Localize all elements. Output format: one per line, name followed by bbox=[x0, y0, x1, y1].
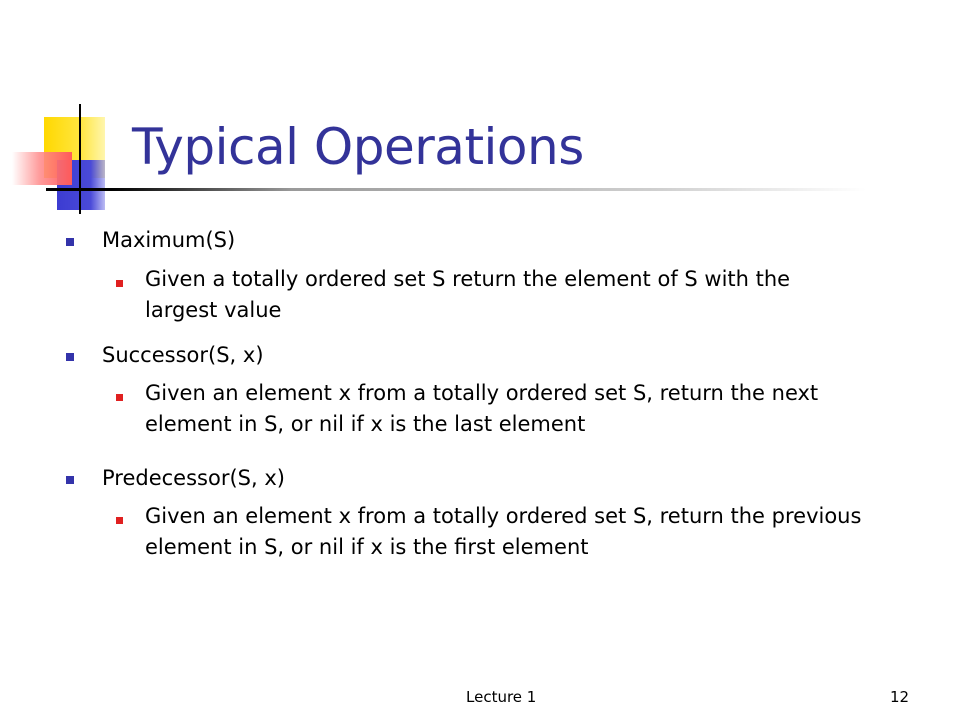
decor-red-bar bbox=[12, 152, 72, 185]
decor-vertical-line bbox=[79, 104, 81, 214]
sub-bullet-maximum: Given a totally ordered set S return the element of S with the largest value bbox=[145, 267, 791, 322]
sub-bullet-square-icon bbox=[116, 394, 123, 401]
sub-bullet-square-icon bbox=[116, 280, 123, 287]
footer-page-number: 12 bbox=[890, 688, 910, 706]
bullet-item-successor: Successor(S, x) bbox=[102, 343, 264, 367]
footer-lecture-label: Lecture 1 bbox=[466, 688, 537, 706]
bullet-square-icon bbox=[66, 238, 74, 246]
sub-bullet-square-icon bbox=[116, 517, 123, 524]
bullet-item-predecessor: Predecessor(S, x) bbox=[102, 466, 285, 490]
slide-title: Typical Operations bbox=[132, 118, 584, 176]
bullet-square-icon bbox=[66, 353, 74, 361]
sub-bullet-successor: Given an element x from a totally ordered set S, return the next element in S, or nil if x is the last element bbox=[145, 381, 819, 436]
title-underline bbox=[46, 188, 866, 191]
bullet-item-maximum: Maximum(S) bbox=[102, 228, 236, 252]
sub-bullet-predecessor: Given an element x from a totally ordered set S, return the previous element in S, or nil if x is the first element bbox=[145, 504, 862, 559]
bullet-square-icon bbox=[66, 476, 74, 484]
